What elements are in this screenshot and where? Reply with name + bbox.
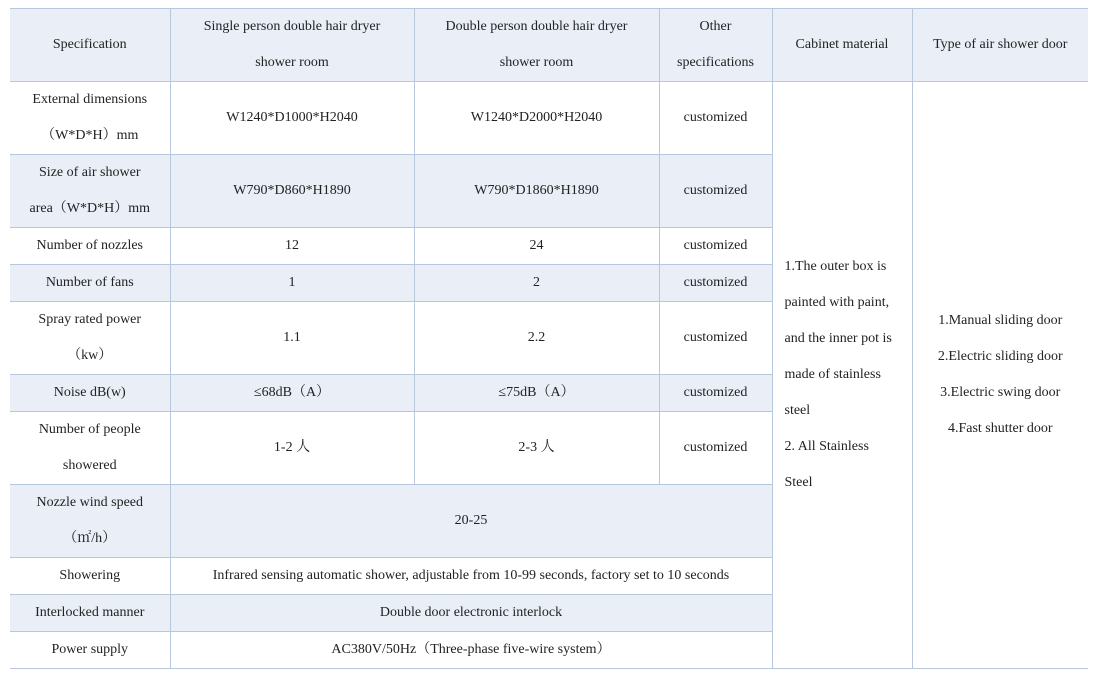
door-type-line: 2.Electric sliding door xyxy=(937,349,1063,364)
header-single-line: Single person double hair dryer xyxy=(203,19,381,34)
other-value: customized xyxy=(659,265,772,302)
row-label-line: Spray rated power xyxy=(38,312,142,327)
row-label xyxy=(10,302,170,375)
single-value: 1-2 人 xyxy=(170,412,414,485)
row-label-line: （kw） xyxy=(67,348,113,363)
other-value: customized xyxy=(659,82,772,155)
other-value: customized xyxy=(659,155,772,228)
header-other-line: specifications xyxy=(677,55,754,70)
single-value: 12 xyxy=(170,228,414,265)
merged-value: AC380V/50Hz（Three-phase five-wire system） xyxy=(170,632,772,669)
cabinet-line: painted with paint, xyxy=(784,295,890,310)
door-type-cell xyxy=(912,82,1088,669)
double-value: ≤75dB（A） xyxy=(414,375,659,412)
double-value: W1240*D2000*H2040 xyxy=(414,82,659,155)
row-label-line: External dimensions xyxy=(32,92,148,107)
other-value: customized xyxy=(659,375,772,412)
merged-value: Infrared sensing automatic shower, adjustable from 10-99 seconds, factory set to 10 seconds xyxy=(170,558,772,595)
header-cabinet-material: Cabinet material xyxy=(772,9,912,82)
header-double-line: Double person double hair dryer xyxy=(445,19,628,34)
row-label: Showering xyxy=(10,558,170,595)
row-label-line: （W*D*H）mm xyxy=(41,128,139,143)
row-label: Power supply xyxy=(10,632,170,669)
door-type-line: 4.Fast shutter door xyxy=(947,421,1053,436)
row-label-line: area（W*D*H）mm xyxy=(29,201,151,216)
spec-table-container xyxy=(10,8,1088,669)
double-value: 2-3 人 xyxy=(414,412,659,485)
row-label: Interlocked manner xyxy=(10,595,170,632)
cabinet-line: made of stainless xyxy=(784,367,881,382)
cabinet-material-cell xyxy=(772,82,912,669)
cabinet-line: and the inner pot is xyxy=(784,331,892,346)
door-type-line: 1.Manual sliding door xyxy=(938,313,1063,328)
row-label xyxy=(10,82,170,155)
header-row xyxy=(10,9,1088,82)
other-value: customized xyxy=(659,302,772,375)
double-value: W790*D1860*H1890 xyxy=(414,155,659,228)
double-value: 2.2 xyxy=(414,302,659,375)
header-door-type: Type of air shower door xyxy=(912,9,1088,82)
single-value: ≤68dB（A） xyxy=(170,375,414,412)
header-single-line: shower room xyxy=(255,55,329,70)
row-label-line: （㎡/h） xyxy=(63,531,117,546)
cabinet-line: 1.The outer box is xyxy=(784,259,887,274)
table-row xyxy=(10,82,1088,155)
merged-value: 20-25 xyxy=(170,485,772,558)
header-double-person xyxy=(414,9,659,82)
row-label-line: Number of people xyxy=(38,422,141,437)
row-label: Number of nozzles xyxy=(10,228,170,265)
single-value: 1 xyxy=(170,265,414,302)
air-shower-spec-table xyxy=(10,8,1088,669)
other-value: customized xyxy=(659,412,772,485)
cabinet-line: Steel xyxy=(784,475,813,490)
double-value: 2 xyxy=(414,265,659,302)
row-label: Noise dB(w) xyxy=(10,375,170,412)
row-label xyxy=(10,155,170,228)
header-other-specifications xyxy=(659,9,772,82)
row-label-line: Size of air shower xyxy=(39,165,141,180)
cabinet-line: 2. All Stainless xyxy=(784,439,869,454)
row-label xyxy=(10,485,170,558)
double-value: 24 xyxy=(414,228,659,265)
row-label: Number of fans xyxy=(10,265,170,302)
row-label-line: Nozzle wind speed xyxy=(36,495,144,510)
single-value: W790*D860*H1890 xyxy=(170,155,414,228)
other-value: customized xyxy=(659,228,772,265)
single-value: 1.1 xyxy=(170,302,414,375)
header-other-line: Other xyxy=(699,19,732,34)
cabinet-line: steel xyxy=(784,403,811,418)
row-label xyxy=(10,412,170,485)
header-single-person xyxy=(170,9,414,82)
header-specification: Specification xyxy=(10,9,170,82)
header-double-line: shower room xyxy=(499,55,574,70)
row-label-line: showered xyxy=(62,458,117,473)
single-value: W1240*D1000*H2040 xyxy=(170,82,414,155)
merged-value: Double door electronic interlock xyxy=(170,595,772,632)
door-type-line: 3.Electric swing door xyxy=(940,385,1061,400)
